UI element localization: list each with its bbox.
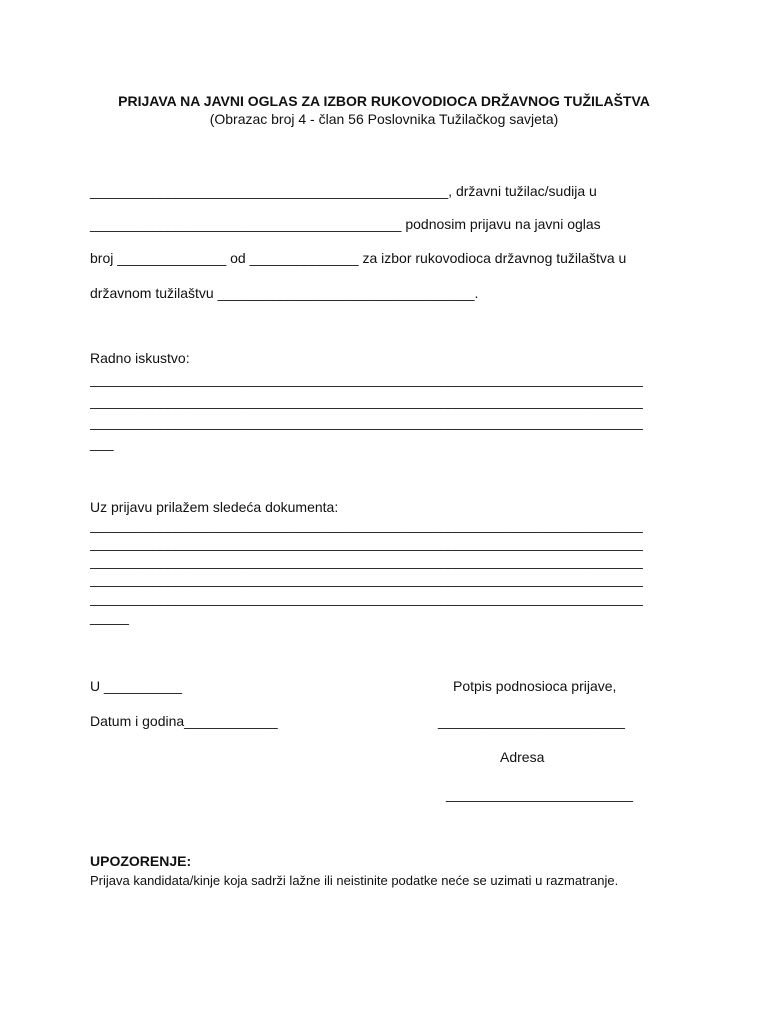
intro-line-4: državnom tužilaštvu _________________________________. [90, 285, 479, 301]
experience-blank-line: _______________________________________________________________________ [90, 393, 643, 409]
intro-line-2: ________________________________________ podnosim prijavu na javni oglas [90, 216, 601, 232]
place-field: U __________ [90, 678, 182, 694]
documents-label: Uz prijavu prilažem sledeća dokumenta: [90, 499, 339, 515]
address-label: Adresa [500, 749, 545, 765]
warning-text: Prijava kandidata/kinje koja sadrži lažne ili neistinite podatke neće se uzimati u razmatranje. [90, 873, 619, 888]
signature-line: ________________________ [438, 713, 625, 729]
documents-blank-line: _______________________________________________________________________ [90, 590, 643, 606]
documents-blank-line: _______________________________________________________________________ [90, 535, 643, 551]
documents-blank-line: _______________________________________________________________________ [90, 571, 643, 587]
date-field: Datum i godina____________ [90, 713, 278, 729]
experience-blank-line: _______________________________________________________________________ [90, 414, 643, 430]
documents-blank-line: _______________________________________________________________________ [90, 553, 643, 569]
warning-title: UPOZORENJE: [90, 853, 192, 869]
experience-blank-line: ___ [90, 435, 114, 451]
experience-blank-line: _______________________________________________________________________ [90, 371, 643, 387]
intro-line-3: broj ______________ od ______________ za izbor rukovodioca državnog tužilaštva u [90, 250, 627, 266]
intro-line-1: ______________________________________________, državni tužilac/sudija u [90, 183, 597, 199]
experience-label: Radno iskustvo: [90, 350, 190, 366]
address-line: ________________________ [446, 786, 633, 802]
form-title: PRIJAVA NA JAVNI OGLAS ZA IZBOR RUKOVODIOCA DRŽAVNOG TUŽILAŠTVA [118, 93, 650, 109]
documents-blank-line: _____ [90, 609, 129, 625]
signature-label: Potpis podnosioca prijave, [453, 678, 617, 694]
documents-blank-line: _______________________________________________________________________ [90, 517, 643, 533]
form-subtitle: (Obrazac broj 4 - član 56 Poslovnika Tužilačkog savjeta) [209, 111, 559, 127]
